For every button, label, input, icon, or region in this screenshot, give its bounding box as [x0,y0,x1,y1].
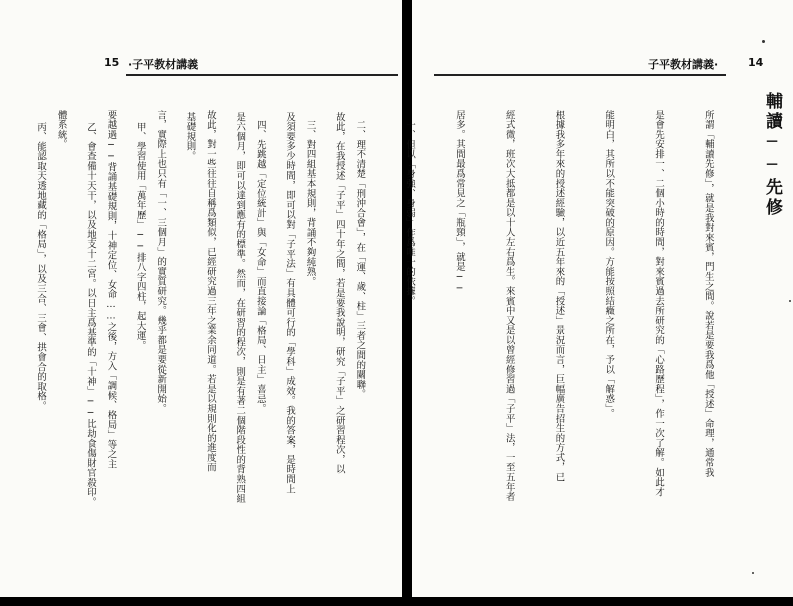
scan-speck [762,40,765,43]
text-line: 甲、學習使用「萬年歷」──排八字四柱，起大運。 [134,122,146,351]
text-line: 經式微，班次大抵都是以十人左右爲生。來賓中又是以曾經修習過「子平」法，一至五年者 [503,110,515,502]
text-line: 是會先安排一、二個小時的時間，對來賓過去所研究的「心路歷程」，作一次了解。如此才 [653,110,665,497]
text-line: 是六個月，即可以達到應有的標準。然而，在研習的程次，則是有著二個階段性的背熟四組 [234,112,246,504]
page-header [412,56,793,76]
body-text [19,110,749,580]
text-line: 根據我多年來的授述經驗，以近五年來的「授述」景況而言，巨幅廣告招生的方式，已 [553,110,565,483]
text-line: 一、但以「身強、身弱」作爲唯一的依據。 [404,120,416,307]
page-header [0,56,402,76]
running-title: ·子平教材講義 [128,58,199,71]
header-rule [126,74,398,76]
text-line: 二、理不清楚「刑沖合會」，在「運、歲、柱」三者之間的關聯。 [354,120,366,400]
text-line: 四、先跳越「定位統計」與「女命」而直接論「格局、日主」喜忌。 [254,120,266,414]
page-number: 15 [104,56,120,69]
text-line: 體系統。 [55,110,67,150]
text-line: 三、對四組基本規則，背誦不夠純熟。 [304,120,316,287]
text-line: 所謂「輔讀先修」，就是我對來賓，門生之間。說若是要我爲他「授述」命理，通常我 [702,110,714,478]
text-line: 要越過──背誦基礎規則，十神定位、女命……之後，方入「調候、格局」等之主 [105,110,117,469]
running-title: 子平教材講義· [648,58,719,71]
text-line: 能明白，其所以不能突破的原因。方能按照結癥之所在，予以「解惑」。 [603,110,615,419]
text-line: 居多。其間最爲常見之「瓶頸」，就是── [453,110,465,295]
text-line: 言，實際上也只有「一、三個月」的實質研究。幾乎都是要從新開始。 [155,110,167,414]
text-line: 基礎規則。 [184,112,196,161]
text-line: 丙、能認取天透地藏的「格局」，以及三合、三會、拱會合的取格。 [35,122,47,412]
text-line: 故此，對一些往往自稱爲類似，已經研究過三年之業余同道。若是以規則化的進度而 [205,110,216,473]
text-line: 故此，在我授述「子平」四十年之間，若是要我說明，研究「子平」之研習程次，以 [333,112,345,475]
text-line: 及須要多少時間，即可以對「子平法」有具體可行的「學科」成效。我的答案，是時間上 [284,112,296,494]
section-title: 輔讀──先修 [762,92,782,218]
page-number: 14 [748,56,764,69]
header-rule [434,74,726,76]
scan-speck [789,300,791,302]
text-line: 乙、會查備十天干，以及地支十二宮。以日主爲基準的「十神」──比劫食傷財官殺印。 [84,122,96,508]
scan-speck [752,572,754,574]
